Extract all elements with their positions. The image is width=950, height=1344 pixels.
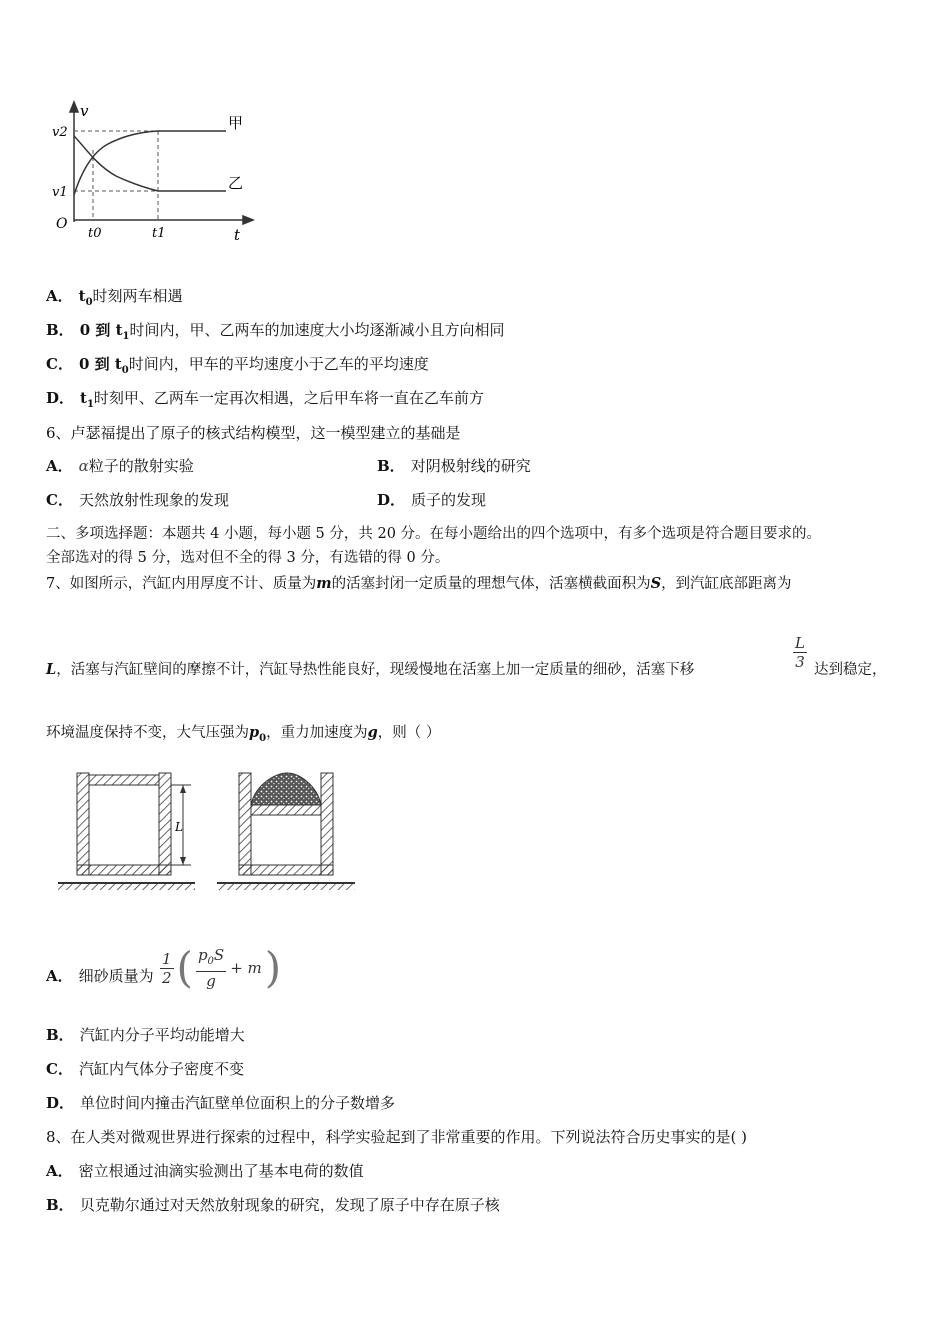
q5-option-c: C． 0 到 $t_0$时间内，甲车的平均速度小于乙车的平均速度 [46,355,429,376]
q7-stem-line2: L，活塞与汽缸壁间的摩擦不计，汽缸导热性能良好，现缓慢地在活塞上加一定质量的细砂，活塞下移 [46,661,695,678]
curve-yi [74,136,226,191]
x-label: t [234,226,241,244]
q7-option-c: C． 汽缸内气体分子密度不变 [46,1060,244,1078]
y-label: v [80,102,89,120]
q6-stem: 6、卢瑟福提出了原子的核式结构模型，这一模型建立的基础是 [46,424,461,442]
section2-line1: 二、多项选择题：本题共 4 小题，每小题 5 分，共 20 分。在每小题给出的四个选项中，有多个选项是符合题目要求的。 [46,526,822,542]
yi-label: 乙 [228,174,244,192]
q7-option-b: B． 汽缸内分子平均动能增大 [46,1026,245,1044]
jia-label: 甲 [228,114,244,132]
x-arrow [243,216,253,224]
q8-option-a: A． 密立根通过油滴实验测出了基本电荷的数值 [46,1162,364,1180]
t1-label: t1 [152,226,166,241]
q7-option-d: D． 单位时间内撞击汽缸壁单位面积上的分子数增多 [46,1094,396,1112]
t0-label: t0 [88,226,102,241]
cylinder-before [58,773,195,890]
q7-option-a-formula: $\frac{1}{2}$ ( $\frac{p_0S}{g}$ + m ) [162,943,282,992]
q6-option-d: D． 质子的发现 [377,491,487,509]
q6-option-a: A． α粒子的散射实验 [46,457,194,475]
q7-stem-line3: 环境温度保持不变，大气压强为$p_0$，重力加速度为g，则（ ） [46,724,441,744]
cylinder-figures [55,765,360,895]
q6-option-c: C． 天然放射性现象的发现 [46,491,229,509]
q7-stem-line2-end: 达到稳定， [814,662,887,678]
q7-fraction-l3: $\frac{L}{3}$ [795,634,805,671]
v2-label: v2 [52,125,68,140]
q5-option-a: A． $t_0$时刻两车相遇 [46,287,183,308]
q5-option-b: B． 0 到 $t_1$时间内，甲、乙两车的加速度大小均逐渐减小且方向相同 [46,321,505,342]
q5-option-d: D． $t_1$时刻甲、乙两车一定再次相遇，之后甲车将一直在乙车前方 [46,389,484,410]
y-arrow [70,102,78,112]
q6-option-b: B． 对阴极射线的研究 [377,457,531,475]
cylinder-after [217,773,355,890]
q7-stem-line1: 7、如图所示，汽缸内用厚度不计、质量为m的活塞封闭一定质量的理想气体，活塞横截面积为S，到汽缸底部距离为 [46,575,792,592]
v1-label: v1 [52,185,68,200]
q8-option-b: B． 贝克勒尔通过对天然放射现象的研究，发现了原子中存在原子核 [46,1196,500,1214]
fig-l-label: L [175,820,183,834]
q8-stem: 8、在人类对微观世界进行探索的过程中，科学实验起到了非常重要的作用。下列说法符合历史事实的是( ) [46,1128,748,1146]
origin-label: O [56,216,68,232]
vt-graph [48,100,258,245]
q7-option-a: A． 细砂质量为 [46,967,154,985]
section2-line2: 全部选对的得 5 分，选对但不全的得 3 分，有选错的得 0 分。 [46,550,450,566]
curve-jia [74,131,226,195]
